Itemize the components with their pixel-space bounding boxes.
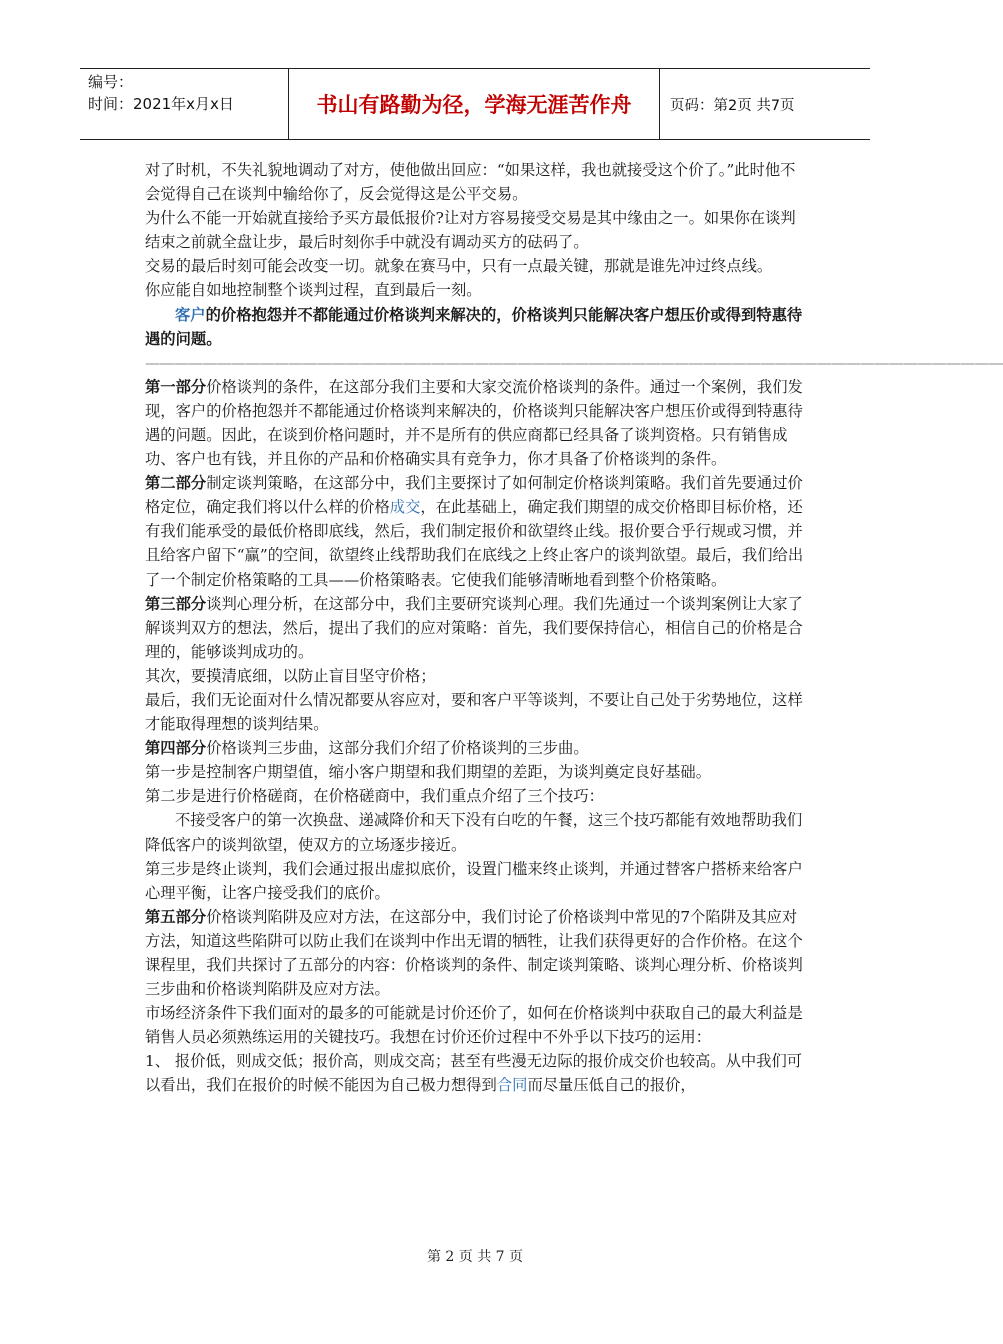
header-motto: 书山有路勤为径，学海无涯苦作舟 [288, 69, 660, 139]
bold-paragraph: 客户的价格抱怨并不都能通过价格谈判来解决的，价格谈判只能解决客户想压价或得到特惠待遇的问题。 [145, 305, 803, 348]
link-customer[interactable]: 客户 [175, 305, 206, 324]
paragraph: 为什么不能一开始就直接给予买方最低报价?让对方容易接受交易是其中缘由之一。如果你在谈判结束之前就全盘让步，最后时刻你手中就没有调动买方的砝码了。 [145, 209, 796, 252]
paragraph: 交易的最后时刻可能会改变一切。就象在赛马中，只有一点最关键，那就是谁先冲过终点线。 [145, 257, 773, 276]
section-title: 第二部分 [145, 474, 207, 493]
paragraph: 不接受客户的第一次换盘、递减降价和天下没有白吃的午餐，这三个技巧都能有效地帮助我们降低客户的谈判欲望，使双方的立场逐步接近。 [145, 811, 803, 854]
section-title: 第四部分 [145, 739, 207, 758]
header-meta [80, 69, 288, 139]
header-page-number: 页码：第2页 共7页 [670, 97, 795, 114]
paragraph: 其次，要摸清底细，以防止盲目坚守价格； [145, 666, 436, 685]
section-2: 第二部分制定谈判策略，在这部分中，我们主要探讨了如何制定价格谈判策略。我们首先要通过价格定位，确定我们将以什么样的价格成交，在此基础上，确定我们期望的成交价格即目标价格，还有我们能承受的最低价格即底线，然后，我们制定报价和欲望终止线。报价要合乎行规或习惯，并且给客户留下“赢”的空间，欲望终止线帮助我们在底线之上终止客户的谈判欲望。最后，我们给出了一个制定价格策略的工具——价格策略表。它使我们能够清晰地看到整个价格策略。 [145, 474, 804, 589]
paragraph: 最后，我们无论面对什么情况都要从容应对，要和客户平等谈判，不要让自己处于劣势地位，这样才能取得理想的谈判结果。 [145, 690, 803, 734]
list-item: 1、 报价低，则成交低；报价高，则成交高；甚至有些漫无边际的报价成交价也较高。从中我们可以看出，我们在报价的时候不能因为自己极力想得到合同而尽量压低自己的报价， [145, 1052, 803, 1095]
page-header [80, 68, 870, 140]
paragraph: 你应能自如地控制整个谈判过程，直到最后一刻。 [145, 281, 482, 300]
section-5: 第五部分价格谈判陷阱及应对方法，在这部分中，我们讨论了价格谈判中常见的7个陷阱及其应对方法，知道这些陷阱可以防止我们在谈判中作出无谓的牺牲，让我们获得更好的合作价格。在这个课程里，我们共探讨了五部分的内容：价格谈判的条件、制定谈判策略、谈判心理分析、价格谈判三步曲和价格谈判陷阱及应对方法。 [145, 907, 803, 999]
paragraph: 市场经济条件下我们面对的最多的可能就是讨价还价了，如何在价格谈判中获取自己的最大利益是销售人员必须熟练运用的关键技巧。我想在讨价还价过程中不外乎以下技巧的运用： [145, 1004, 803, 1047]
section-4: 第四部分价格谈判三步曲，这部分我们介绍了价格谈判的三步曲。 [145, 739, 589, 758]
section-3: 第三部分谈判心理分析，在这部分中，我们主要研究谈判心理。我们先通过一个谈判案例让大家了解谈判双方的想法，然后，提出了我们的应对策略：首先，我们要保持信心，相信自己的价格是合理的，能够谈判成功的。 [145, 594, 803, 661]
paragraph: 第一步是控制客户期望值，缩小客户期望和我们期望的差距，为谈判奠定良好基础。 [145, 763, 711, 782]
paragraph: 对了时机，不失礼貌地调动了对方，使他做出回应：“如果这样，我也就接受这个价了。”此时他不会觉得自己在谈判中输给你了，反会觉得这是公平交易。 [145, 161, 796, 204]
document-number-label: 编号： [88, 73, 134, 91]
section-title: 第一部分 [145, 377, 207, 396]
link-contract[interactable]: 合同 [496, 1076, 528, 1095]
document-time-label: 时间：2021年x月x日 [88, 95, 234, 113]
document-body [145, 158, 1003, 1098]
section-title: 第五部分 [145, 907, 207, 926]
section-title: 第三部分 [145, 594, 207, 613]
separator-line: ———————————————————————————————————————————————————————————— [145, 353, 1003, 372]
section-1: 第一部分价格谈判的条件，在这部分我们主要和大家交流价格谈判的条件。通过一个案例，我们发现，客户的价格抱怨并不都能通过价格谈判来解决的，价格谈判只能解决客户想压价或得到特惠待遇的问题。因此，在谈到价格问题时，并不是所有的供应商都已经具备了谈判资格。只有销售成功、客户也有钱，并且你的产品和价格确实具有竞争力，你才具备了价格谈判的条件。 [145, 377, 803, 469]
paragraph: 第二步是进行价格磋商，在价格磋商中，我们重点介绍了三个技巧： [145, 787, 604, 806]
link-deal[interactable]: 成交 [389, 498, 421, 517]
paragraph: 第三步是终止谈判，我们会通过报出虚拟底价，设置门槛来终止谈判，并通过替客户搭桥来给客户心理平衡，让客户接受我们的底价。 [145, 859, 803, 902]
page-footer: 第 2 页 共 7 页 [426, 1249, 524, 1265]
